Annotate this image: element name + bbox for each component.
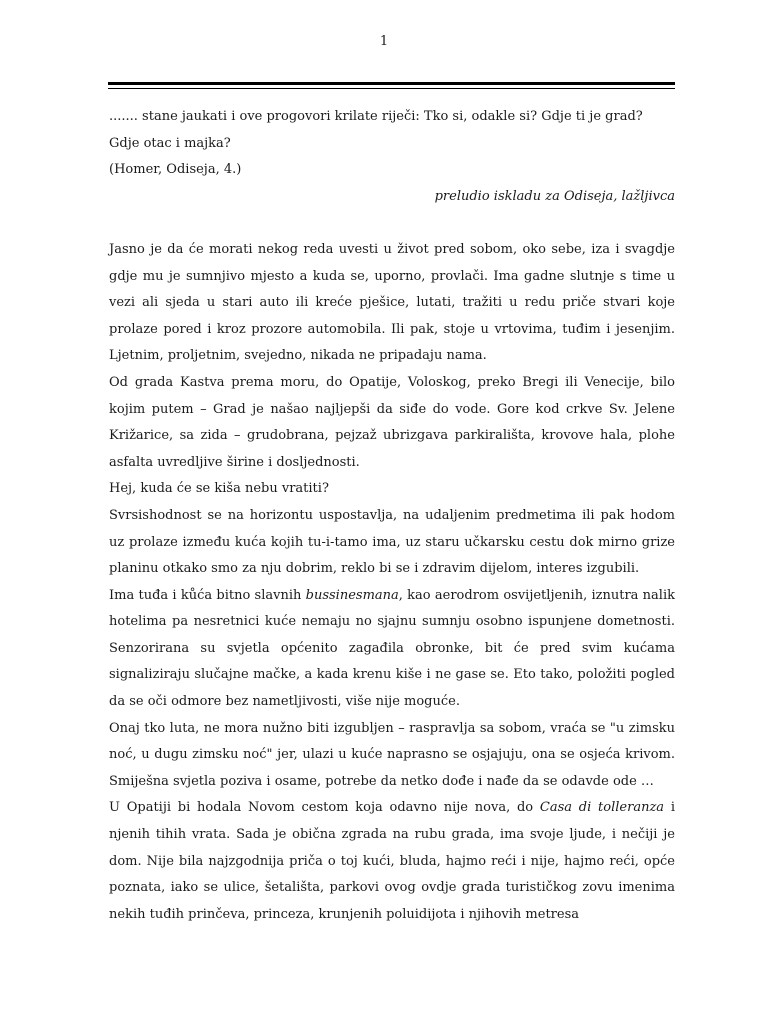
paragraph-7-emphasis: Casa di tolleranza xyxy=(539,800,665,816)
paragraph-7-text-a: U Opatiji bi hodala Novom cestom koja odavno nije nova, do xyxy=(109,800,540,816)
paragraph-7-text-b: i njenih tihih vrata. Sada je obična zgrada na rubu grada, ima svoje ljude, i nečiji je dom. Nije bila najzgodnija priča o toj kući, bluda, hajmo reći i nije, hajmo reći, opće poznata, iako se ulice, šetališta, parkovi ovog ovdje grada turističkog zovu imenima nekih tuđih prinčeva, princeza, krunjenih poluidijota i njihovih metresa xyxy=(109,800,675,922)
paragraph-gap xyxy=(109,210,675,237)
paragraph-4: Svrsishodnost se na horizontu uspostavlja, na udaljenim predmetima ili pak hodom uz prolaze između kuća kojih tu-i-tamo ima, uz staru učkarsku cestu dok mirno grize planinu otkako smo za nju dobrim, reklo bi se i zdravim dijelom, interes izgubili. xyxy=(109,507,675,577)
paragraph-5-emphasis: bussinesmana xyxy=(305,587,399,603)
paragraph-1: Jasno je da će morati nekog reda uvesti u život pred sobom, oko sebe, iza i svagdje gdje mu je sumnjivo mjesto a kuda se, uporno, provlači. Ima gadne slutnje s time u vezi ali sjeda u stari auto ili kreće pješice, lutati, tražiti u redu priče stvari koje prolaze pored i kroz prozore automobila. Ili pak, stoje u vrtovima, tuđim i jesenjim. Ljetnim, proljetnim, svejedno, nikada ne pripadaju nama. xyxy=(109,241,675,364)
paragraph-5 xyxy=(109,583,675,716)
paragraph-5-text-b: , kao aerodrom osvijetljenih, iznutra nalik hotelima pa nesretnici kuće nemaju no sjajnu sumnju osobno ispunjene dometnosti. Senzorirana su svjetla općenito zagađila obronke, bit će pred svim kućama signaliziraju slučajne mačke, a kada krenu kiše i ne gase se. Eto tako, položiti pogled da se oči odmore bez nametljivosti, više nije moguće. xyxy=(109,587,675,710)
paragraph-5-text-a: Ima tuđa i kůća bitno slavnih xyxy=(109,587,306,603)
epigraph-quote: ....... stane jaukati i ove progovori krilate riječi: Tko si, odakle si? Gdje ti je grad? Gdje otac i majka? xyxy=(109,109,643,151)
epigraph-source: (Homer, Odiseja, 4.) xyxy=(109,162,242,178)
document-body xyxy=(109,104,675,928)
paragraph-7 xyxy=(109,795,675,928)
page-number: 1 xyxy=(379,34,389,49)
paragraph-2: Od grada Kastva prema moru, do Opatije, Voloskog, preko Bregi ili Venecije, bilo kojim putem – Grad je našao najljepši da siđe do vode. Gore kod crkve Sv. Jelene Križarice, sa zida – grudobrana, pejzaž ubrizgava parkirališta, krovove hala, plohe asfalta uvredljive širine i dosljednosti. xyxy=(109,374,675,470)
dedication: preludio iskladu za Odiseja, lažljivca xyxy=(434,188,675,204)
paragraph-3: Hej, kuda će se kiša nebu vratiti? xyxy=(109,481,329,497)
header-rule-thick xyxy=(108,82,675,85)
paragraph-6: Onaj tko luta, ne mora nužno biti izgubljen – raspravlja sa sobom, vraća se "u zimsku noć, u dugu zimsku noć" jer, ulazi u kuće naprasno se osjajuju, ona se osjeća krivom. Smiješna svjetla poziva i osame, potrebe da netko dođe i nađe da se odavde ode … xyxy=(109,720,675,789)
header-rule-thin xyxy=(108,88,675,89)
